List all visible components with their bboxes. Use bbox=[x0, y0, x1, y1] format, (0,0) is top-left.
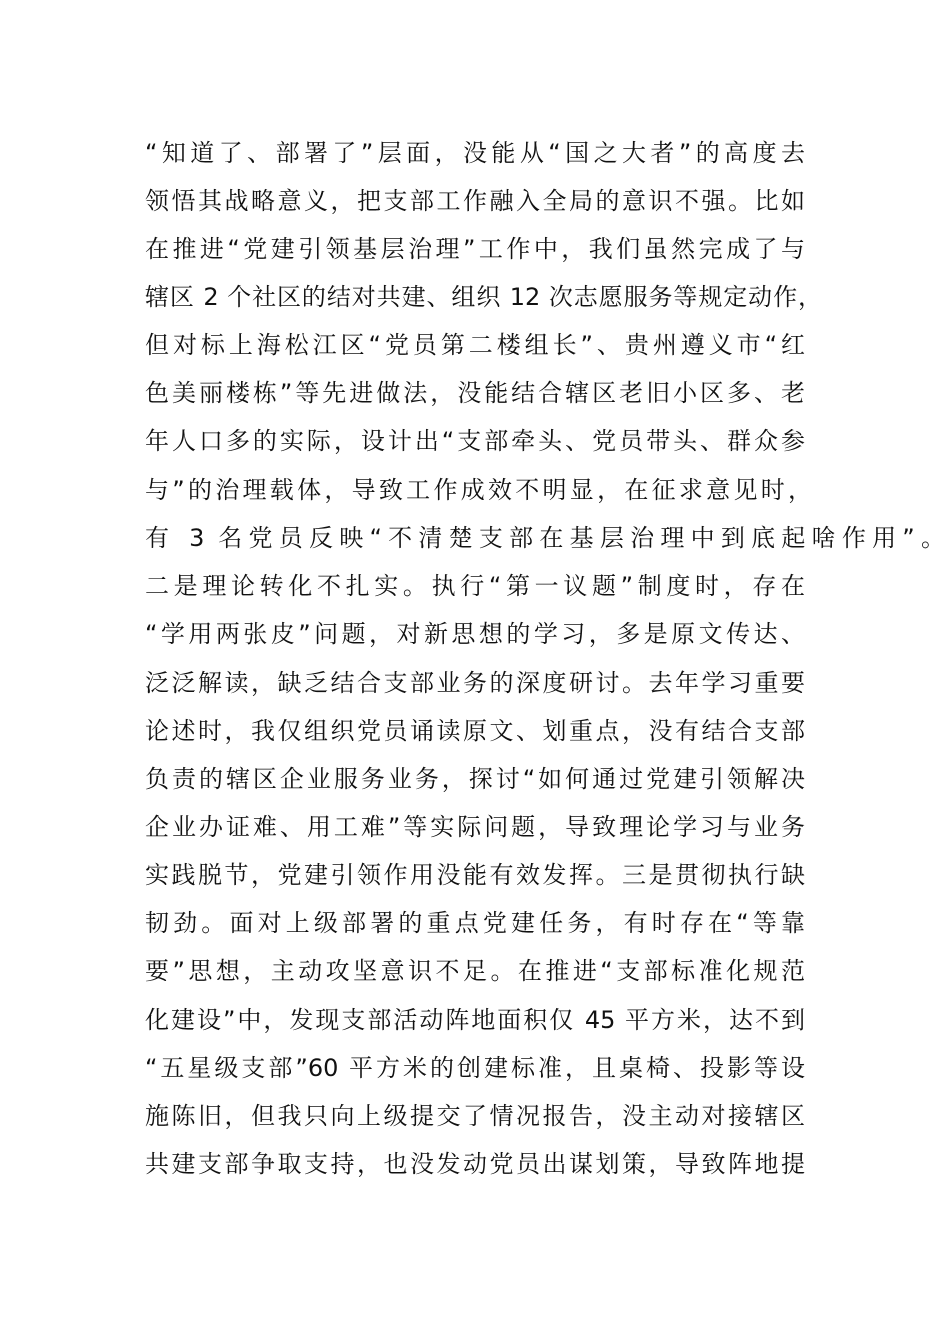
paragraph-line: 泛泛解读，缺乏结合支部业务的深度研讨。去年学习重要 bbox=[145, 669, 805, 697]
paragraph-line: 化建设”中，发现支部活动阵地面积仅 45 平方米，达不到 bbox=[145, 1006, 805, 1034]
paragraph-line: 有 3 名党员反映“不清楚支部在基层治理中到底起啥作用”。 bbox=[145, 524, 945, 552]
paragraph-line: 要”思想，主动攻坚意识不足。在推进“支部标准化规范 bbox=[145, 957, 805, 985]
paragraph-line: 领悟其战略意义，把支部工作融入全局的意识不强。比如 bbox=[145, 187, 805, 215]
paragraph-line: 实践脱节，党建引领作用没能有效发挥。三是贯彻执行缺 bbox=[145, 861, 805, 889]
paragraph-line: 共建支部争取支持，也没发动党员出谋划策，导致阵地提 bbox=[145, 1150, 805, 1178]
paragraph-line: 企业办证难、用工难”等实际问题，导致理论学习与业务 bbox=[145, 813, 805, 841]
paragraph-line: “五星级支部”60 平方米的创建标准，且桌椅、投影等设 bbox=[145, 1054, 805, 1082]
paragraph-line: 与”的治理载体，导致工作成效不明显，在征求意见时， bbox=[145, 476, 812, 504]
paragraph-line: 色美丽楼栋”等先进做法，没能结合辖区老旧小区多、老 bbox=[145, 379, 805, 407]
paragraph-line: “知道了、部署了”层面，没能从“国之大者”的高度去 bbox=[145, 139, 805, 167]
paragraph-line: 在推进“党建引领基层治理”工作中，我们虽然完成了与 bbox=[145, 235, 805, 263]
paragraph-line: 辖区 2 个社区的结对共建、组织 12 次志愿服务等规定动作， bbox=[145, 283, 822, 311]
paragraph-line: 韧劲。面对上级部署的重点党建任务，有时存在“等靠 bbox=[145, 909, 805, 937]
paragraph-line: 年人口多的实际，设计出“支部牵头、党员带头、群众参 bbox=[145, 427, 805, 455]
paragraph-line: 负责的辖区企业服务业务，探讨“如何通过党建引领解决 bbox=[145, 765, 805, 793]
paragraph-line: 二是理论转化不扎实。执行“第一议题”制度时，存在 bbox=[145, 572, 805, 600]
paragraph-line: 但对标上海松江区“党员第二楼组长”、贵州遵义市“红 bbox=[145, 331, 805, 359]
paragraph-line: 施陈旧，但我只向上级提交了情况报告，没主动对接辖区 bbox=[145, 1102, 805, 1130]
paragraph-line: 论述时，我仅组织党员诵读原文、划重点，没有结合支部 bbox=[145, 717, 805, 745]
paragraph-line: “学用两张皮”问题，对新思想的学习，多是原文传达、 bbox=[145, 620, 805, 648]
